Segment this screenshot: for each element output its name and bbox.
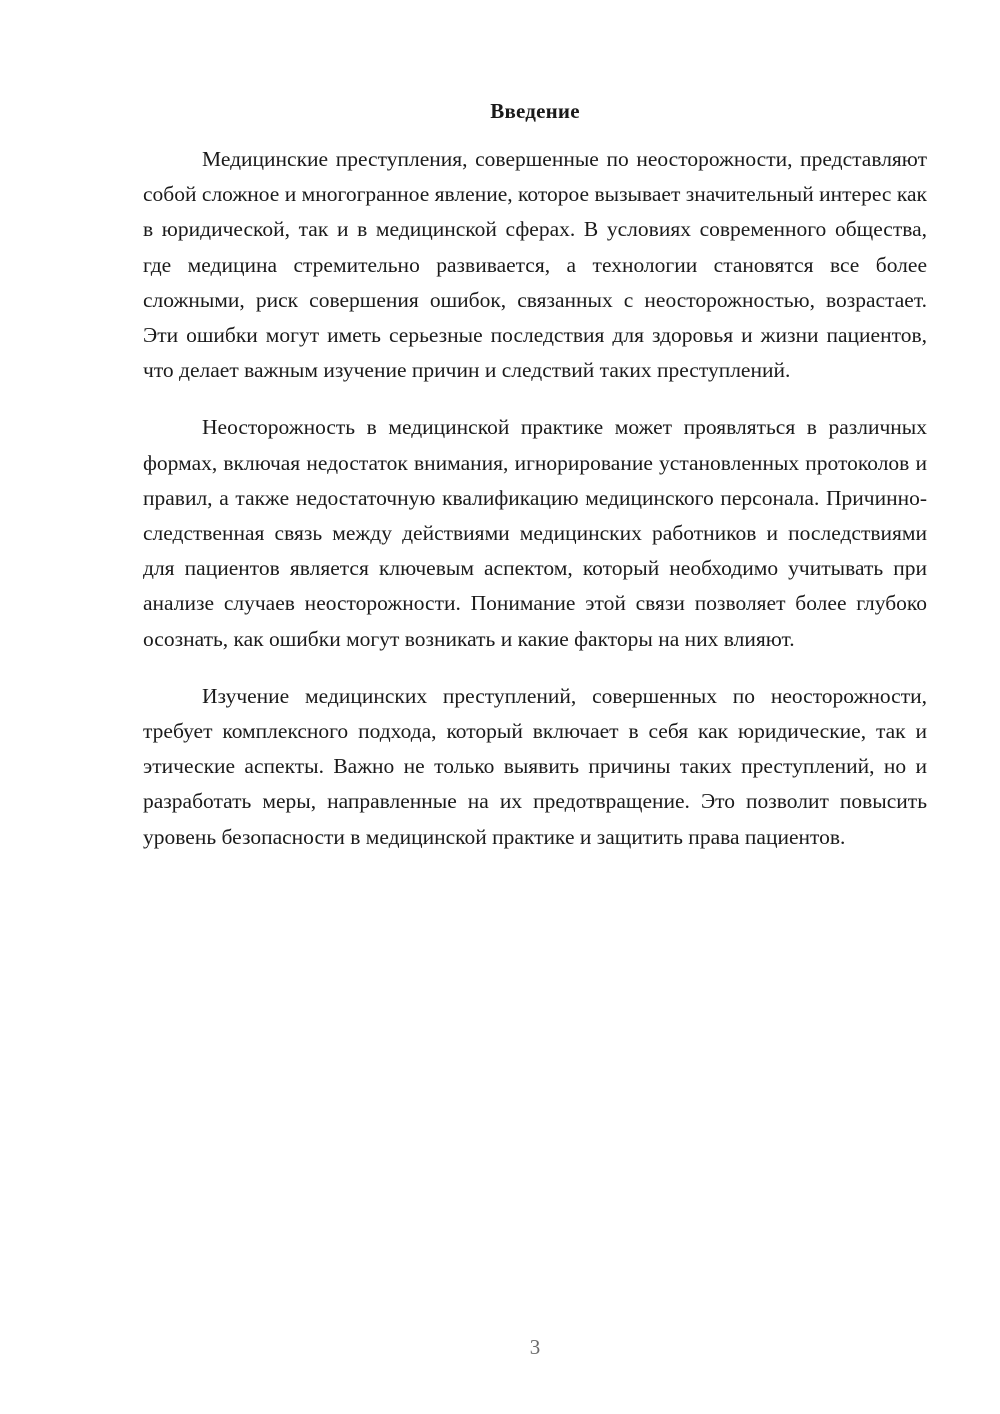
page-number: 3: [529, 1335, 541, 1359]
paragraph-3: Изучение медицинских преступлений, совершенных по неосторожности, требует комплексного подхода, который включает в себя как юридические, так и этические аспекты. Важно не только выявить причины таких преступлений, но и разработать меры, направленные на их предотвращение. Это позволит повысить уровень безопасности в медицинской практике и защитить права пациентов.: [143, 683, 927, 849]
body-text: [143, 142, 927, 877]
section-heading: Введение: [490, 99, 580, 123]
paragraph-1: Медицинские преступления, совершенные по неосторожности, представляют собой сложное и многогранное явление, которое вызывает значительный интерес как в юридической, так и в медицинской сферах. В условиях современного общества, где медицина стремительно развивается, а технологии становятся все более сложными, риск совершения ошибок, связанных с неосторожностью, возрастает. Эти ошибки могут иметь серьезные последствия для здоровья и жизни пациентов, что делает важным изучение причин и следствий таких преступлений.: [143, 147, 927, 383]
paragraph-2: Неосторожность в медицинской практике может проявляться в различных формах, включая недостаток внимания, игнорирование установленных протоколов и правил, а также недостаточную квалификацию медицинского персонала. Причинно-следственная связь между действиями медицинских работников и последствиями для пациентов является ключевым аспектом, который необходимо учитывать при анализе случаев неосторожности. Понимание этой связи позволяет более глубоко осознать, как ошибки могут возникать и какие факторы на них влияют.: [143, 415, 927, 651]
